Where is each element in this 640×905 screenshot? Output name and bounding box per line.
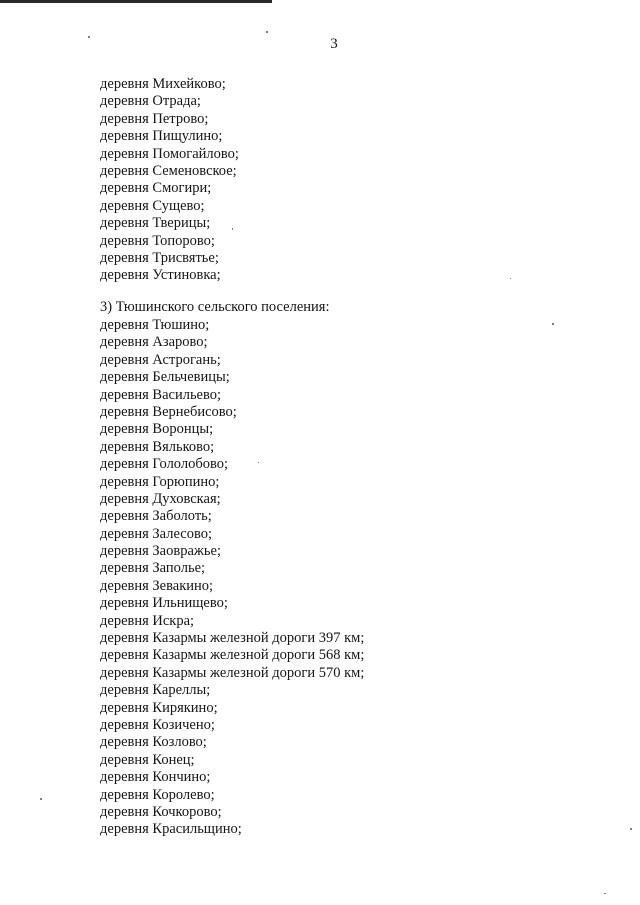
list-item: деревня Кареллы;: [100, 682, 211, 699]
list-item: деревня Устиновка;: [100, 267, 221, 284]
scan-edge-bar: [0, 0, 272, 3]
list-item: деревня Вернебисово;: [100, 403, 237, 420]
list-item: деревня Ильнищево;: [100, 595, 228, 612]
list-item: деревня Петрово;: [100, 110, 209, 127]
list-item: деревня Тюшино;: [100, 317, 210, 333]
list-item: деревня Кирякино;: [100, 699, 218, 716]
list-item: деревня Смогири;: [100, 180, 212, 197]
village-list-tyushino: [100, 317, 364, 839]
list-item: деревня Королево;: [100, 786, 215, 803]
scan-speck: [604, 893, 606, 894]
village-list-continued: [100, 76, 239, 285]
list-item: деревня Отрада;: [100, 93, 201, 110]
list-item: деревня Залесово;: [100, 525, 212, 542]
list-item: деревня Козлово;: [100, 734, 207, 751]
list-item: деревня Вяльково;: [100, 438, 215, 455]
list-item: деревня Заовражье;: [100, 543, 221, 560]
list-item: деревня Казармы железной дороги 397 км;: [100, 630, 365, 647]
list-item: деревня Пищулино;: [100, 128, 223, 145]
list-item: деревня Горюпино;: [100, 473, 220, 490]
scan-speck: [552, 323, 554, 325]
list-item: деревня Михейково;: [100, 76, 226, 92]
list-item: деревня Зевакино;: [100, 577, 214, 594]
scan-speck: [88, 36, 90, 38]
list-item: деревня Красильщино;: [100, 821, 242, 838]
list-item: деревня Заболоть;: [100, 508, 212, 525]
list-item: деревня Заполье;: [100, 560, 206, 577]
list-item: деревня Искра;: [100, 612, 195, 629]
list-item: деревня Азарово;: [100, 334, 208, 351]
list-item: деревня Топорово;: [100, 232, 215, 249]
scan-speck: [630, 828, 632, 830]
list-item: деревня Духовская;: [100, 490, 221, 507]
list-item: деревня Помогайлово;: [100, 145, 239, 162]
page-number: 3: [330, 36, 338, 52]
list-item: деревня Казармы железной дороги 568 км;: [100, 647, 365, 664]
list-item: деревня Казармы железной дороги 570 км;: [100, 664, 365, 681]
list-item: деревня Сущево;: [100, 197, 205, 214]
list-item: деревня Астрогань;: [100, 351, 221, 368]
scan-speck: [266, 31, 268, 33]
list-item: деревня Гололобово;: [100, 456, 229, 473]
list-item: деревня Кончино;: [100, 769, 211, 786]
scan-speck: [258, 462, 259, 463]
list-item: деревня Семеновское;: [100, 162, 237, 179]
scan-speck: [232, 228, 233, 230]
list-item: деревня Кочкорово;: [100, 803, 222, 820]
section-heading: 3) Тюшинского сельского поселения:: [100, 299, 330, 315]
list-item: деревня Трисвятье;: [100, 249, 219, 266]
list-item: деревня Воронцы;: [100, 421, 214, 438]
list-item: деревня Васильево;: [100, 386, 222, 403]
list-item: деревня Тверицы;: [100, 215, 211, 232]
scan-speck: [510, 278, 511, 279]
list-item: деревня Конец;: [100, 751, 195, 768]
scan-speck: [40, 798, 42, 800]
list-item: деревня Бельчевицы;: [100, 369, 230, 386]
list-item: деревня Козичено;: [100, 716, 215, 733]
